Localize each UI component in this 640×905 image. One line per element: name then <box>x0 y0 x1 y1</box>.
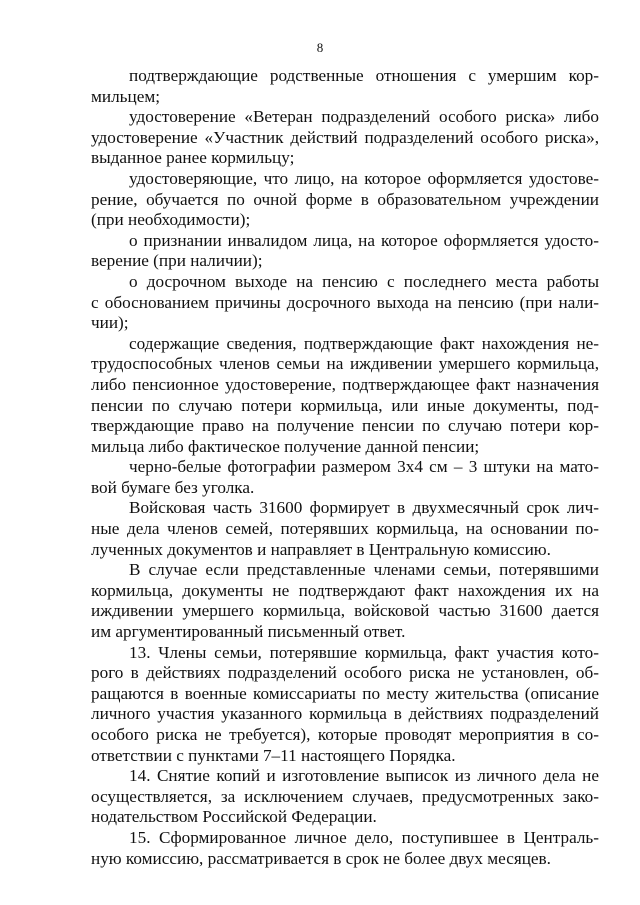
text-line: мильцем; <box>91 86 160 106</box>
text-line: с обоснованием причины досрочного выхода на пенсию (при нали- <box>91 292 599 312</box>
text-line: (при необходимости); <box>91 210 251 230</box>
paragraph-p7 <box>91 457 599 498</box>
paragraph-p4 <box>91 231 599 272</box>
text-line: выданное ранее кормильцу; <box>91 148 295 168</box>
paragraph-p6 <box>91 334 599 458</box>
paragraph-p5 <box>91 272 599 334</box>
text-line: им аргументированный письменный ответ. <box>91 622 406 642</box>
text-line: рение, обучается по очной форме в образовательном учреждении <box>91 189 599 209</box>
text-line: лученных документов и направляет в Центральную комиссию. <box>91 539 551 559</box>
text-line: осуществляется, за исключением случаев, предусмотренных зако- <box>91 786 599 806</box>
page-number: 8 <box>316 40 324 55</box>
text-line: нодательством Российской Федерации. <box>91 807 377 827</box>
document-body <box>91 66 599 869</box>
text-line: ращаются в военные комиссариаты по месту жительства (описание <box>91 683 599 703</box>
text-line: вой бумаге без уголка. <box>91 477 255 497</box>
text-line: чии); <box>91 313 129 333</box>
text-line: ответствии с пунктами 7–11 настоящего Порядка. <box>91 745 456 765</box>
paragraph-p9 <box>91 560 599 642</box>
paragraph-p11 <box>91 766 599 828</box>
text-line: рого в действиях подразделений особого риска не установлен, об- <box>91 663 599 683</box>
text-line: иждивении умершего кормильца, войсковой частью 31600 дается <box>91 601 599 621</box>
text-line: удостоверение «Участник действий подразделений особого риска», <box>91 127 599 147</box>
text-line: о признании инвалидом лица, на которое оформляется удосто- <box>129 230 599 250</box>
paragraph-p12 <box>91 828 599 869</box>
text-line: В случае если представленные членами семьи, потерявшими <box>129 560 599 580</box>
paragraph-p10 <box>91 643 599 767</box>
text-line: мильца либо фактическое получение данной пенсии; <box>91 436 480 456</box>
text-line: ные дела членов семей, потерявших кормильца, на основании по- <box>91 519 599 539</box>
text-line: Войсковая часть 31600 формирует в двухмесячный срок лич- <box>129 498 599 518</box>
text-line: содержащие сведения, подтверждающие факт нахождения не- <box>129 333 599 353</box>
text-line: трудоспособных членов семьи на иждивении умершего кормильца, <box>91 354 599 374</box>
text-line: ную комиссию, рассматривается в срок не более двух месяцев. <box>91 848 551 868</box>
paragraph-p2 <box>91 107 599 169</box>
text-line: кормильца, документы не подтверждают факт нахождения их на <box>91 580 599 600</box>
text-line: 13. Члены семьи, потерявшие кормильца, факт участия кото- <box>129 642 599 662</box>
text-line: либо пенсионное удостоверение, подтверждающее факт назначения <box>91 374 599 394</box>
text-line: подтверждающие родственные отношения с умершим кор- <box>129 66 599 85</box>
text-line: удостоверение «Ветеран подразделений особого риска» либо <box>129 107 599 127</box>
text-line: тверждающие право на получение пенсии по случаю потери кор- <box>91 416 599 436</box>
text-line: верение (при наличии); <box>91 251 263 271</box>
paragraph-p3 <box>91 169 599 231</box>
text-line: 15. Сформированное личное дело, поступившее в Централь- <box>129 827 599 847</box>
text-line: пенсии по случаю потери кормильца, или иные документы, под- <box>91 395 599 415</box>
text-line: о досрочном выходе на пенсию с последнего места работы <box>129 271 599 291</box>
text-line: 14. Снятие копий и изготовление выписок из личного дела не <box>129 766 599 786</box>
paragraph-p1 <box>91 66 599 107</box>
text-line: черно-белые фотографии размером 3x4 см – 3 штуки на мато- <box>129 457 599 477</box>
paragraph-p8 <box>91 498 599 560</box>
text-line: удостоверяющие, что лицо, на которое оформляется удостове- <box>129 168 599 188</box>
text-line: личного участия указанного кормильца в действиях подразделений <box>91 704 599 724</box>
text-line: особого риска не требуется), которые проводят мероприятия в со- <box>91 725 599 744</box>
